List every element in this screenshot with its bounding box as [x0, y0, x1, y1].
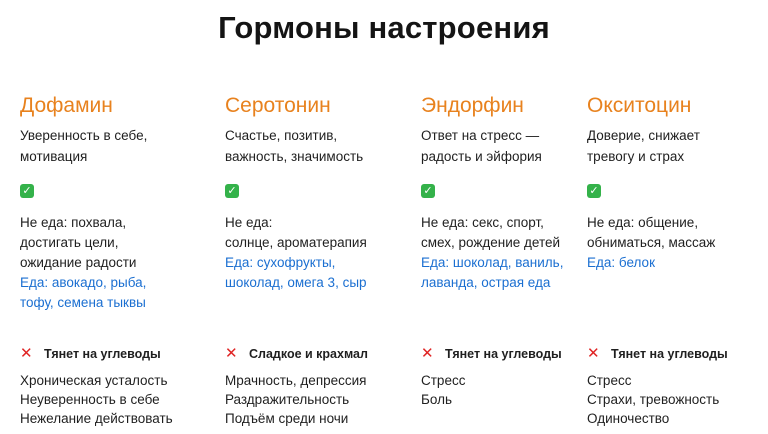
cross-mark-icon: ✕ [421, 345, 434, 362]
check-mark-icon: ✓ [587, 184, 601, 198]
summary-line: тревогу и страх [587, 149, 685, 164]
craving-label: Сладкое и крахмал [249, 347, 368, 361]
food-sources [20, 273, 146, 313]
nonfood-line: достигать цели, [20, 235, 119, 250]
craving-label: Тянет на углеводы [445, 347, 562, 361]
summary-line: радость и эйфория [421, 149, 542, 164]
effect-line: Одиночество [587, 411, 670, 426]
check-mark-icon: ✓ [225, 184, 239, 198]
food-line: Еда: сухофрукты, [225, 255, 336, 270]
summary-line: Ответ на стресс — [421, 128, 540, 143]
effect-line: Нежелание действовать [20, 411, 173, 426]
craving-label: Тянет на углеводы [611, 347, 728, 361]
effect-line: Неуверенность в себе [20, 392, 160, 407]
hormone-summary [20, 125, 147, 167]
nonfood-line: ожидание радости [20, 255, 137, 270]
summary-line: мотивация [20, 149, 88, 164]
nonfood-line: Не еда: общение, [587, 215, 699, 230]
deficiency-craving [421, 344, 562, 362]
effect-line: Хроническая усталость [20, 373, 168, 388]
nonfood-line: Не еда: [225, 215, 273, 230]
nonfood-line: смех, рождение детей [421, 235, 561, 250]
nonfood-sources [225, 213, 367, 253]
effect-line: Подъём среди ночи [225, 411, 349, 426]
summary-line: Доверие, снижает [587, 128, 700, 143]
cross-mark-icon: ✕ [587, 345, 600, 362]
hormone-summary [225, 125, 363, 167]
food-line: тофу, семена тыквы [20, 295, 146, 310]
deficiency-effects [587, 371, 719, 428]
cross-mark-icon: ✕ [20, 345, 33, 362]
check-mark-icon: ✓ [20, 184, 34, 198]
effect-line: Страхи, тревожность [587, 392, 720, 407]
food-sources [587, 253, 655, 273]
deficiency-effects [225, 371, 367, 428]
nonfood-sources [20, 213, 136, 273]
food-line: шоколад, омега 3, сыр [225, 275, 367, 290]
craving-label: Тянет на углеводы [44, 347, 161, 361]
deficiency-craving [587, 344, 728, 362]
hormone-name: Окситоцин [587, 94, 692, 117]
deficiency-effects [20, 371, 173, 428]
hormone-name: Дофамин [20, 94, 113, 117]
summary-line: важность, значимость [225, 149, 364, 164]
cross-mark-icon: ✕ [225, 345, 238, 362]
deficiency-craving [20, 344, 161, 362]
deficiency-craving [225, 344, 368, 362]
effect-line: Стресс [421, 373, 466, 388]
hormone-summary [421, 125, 542, 167]
nonfood-sources [587, 213, 715, 253]
summary-line: Счастье, позитив, [225, 128, 338, 143]
nonfood-line: Не еда: похвала, [20, 215, 127, 230]
hormone-name: Эндорфин [421, 94, 524, 117]
effect-line: Стресс [587, 373, 632, 388]
nonfood-line: Не еда: секс, спорт, [421, 215, 544, 230]
effect-line: Мрачность, депрессия [225, 373, 367, 388]
summary-line: Уверенность в себе, [20, 128, 148, 143]
effect-line: Раздражительность [225, 392, 350, 407]
food-line: Еда: белок [587, 255, 655, 270]
nonfood-line: обниматься, массаж [587, 235, 716, 250]
food-line: Еда: шоколад, ваниль, [421, 255, 564, 270]
food-sources [225, 253, 367, 293]
hormone-summary [587, 125, 700, 167]
nonfood-line: солнце, ароматерапия [225, 235, 367, 250]
deficiency-effects [421, 371, 465, 409]
hormone-name: Серотонин [225, 94, 331, 117]
food-sources [421, 253, 563, 293]
food-line: Еда: авокадо, рыба, [20, 275, 147, 290]
nonfood-sources [421, 213, 560, 253]
check-mark-icon: ✓ [421, 184, 435, 198]
page-title: Гормоны настроения [218, 10, 550, 45]
effect-line: Боль [421, 392, 452, 407]
food-line: лаванда, острая еда [421, 275, 551, 290]
